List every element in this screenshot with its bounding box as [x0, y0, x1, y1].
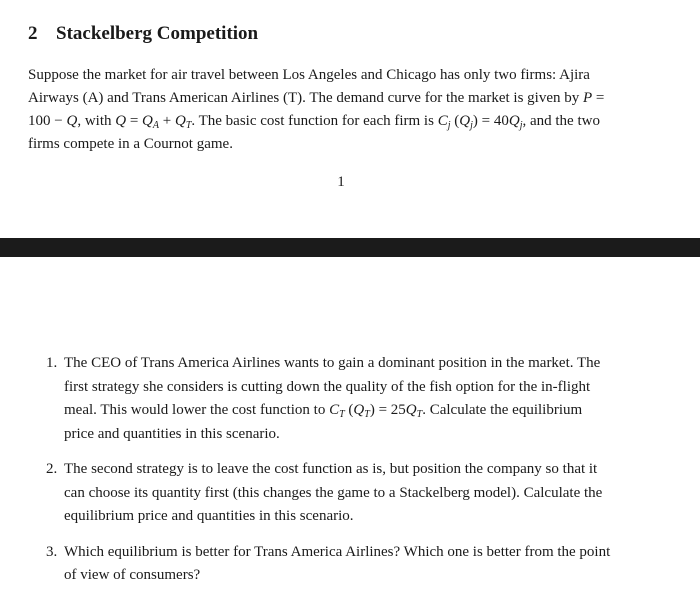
section-number: 2	[28, 23, 38, 44]
question-text: Which equilibrium is better for Trans America Airlines? Which one is better from the point of view of consumers?	[64, 543, 611, 583]
intro-line-3: 100 − Q, with $Q = Q_A + Q_T$. The basic cost function for each firm is $C_j$ $(Q_j) = 40Q_j$, and the two	[28, 113, 600, 131]
demand-equation-lhs: P	[583, 90, 593, 106]
intro-paragraph	[28, 64, 668, 156]
cost-function-equation: $C_j$ $(Q_j) = 40Q_j$	[437, 113, 523, 131]
section-heading	[28, 20, 678, 48]
section-title: Stackelberg Competition	[56, 23, 259, 44]
question-item-1	[46, 352, 666, 446]
question-text: The CEO of Trans America Airlines wants to gain a dominant position in the market. The first strategy she considers is cutting down the quality of the fish option for the in-flight meal. This would lower the cost function to $C_T$ $(Q_T) = 25Q_T$. Calculate the equilibrium price and quantities in this scenario.	[64, 355, 601, 442]
question-item-3	[46, 541, 666, 588]
question-list	[46, 352, 666, 594]
lowered-cost-equation: $C_T$ $(Q_T) = 25Q_T$	[329, 402, 423, 420]
quantity-sum-equation: $Q = Q_A + Q_T$	[115, 113, 192, 131]
question-number: 1.	[46, 355, 58, 371]
question-text: The second strategy is to leave the cost function as is, but position the company so that it can choose its quantity first (this changes the game to a Stackelberg model). Calculate the equilibrium price and quantities in this scenario.	[64, 461, 603, 524]
question-number: 3.	[46, 543, 58, 560]
question-number: 2.	[46, 461, 58, 477]
intro-line-2: Airways (A) and Trans American Airlines (T). The demand curve for the market is given by P =	[28, 90, 605, 106]
intro-line-1: Suppose the market for air travel between Los Angeles and Chicago has only two firms: Ajira	[28, 67, 590, 83]
demand-equation-rhs: 100 − Q	[28, 113, 78, 129]
intro-line-4: firms compete in a Cournot game.	[28, 136, 233, 152]
page-break-bar	[0, 238, 700, 257]
question-item-2	[46, 458, 666, 529]
page-number: 1	[337, 174, 345, 190]
